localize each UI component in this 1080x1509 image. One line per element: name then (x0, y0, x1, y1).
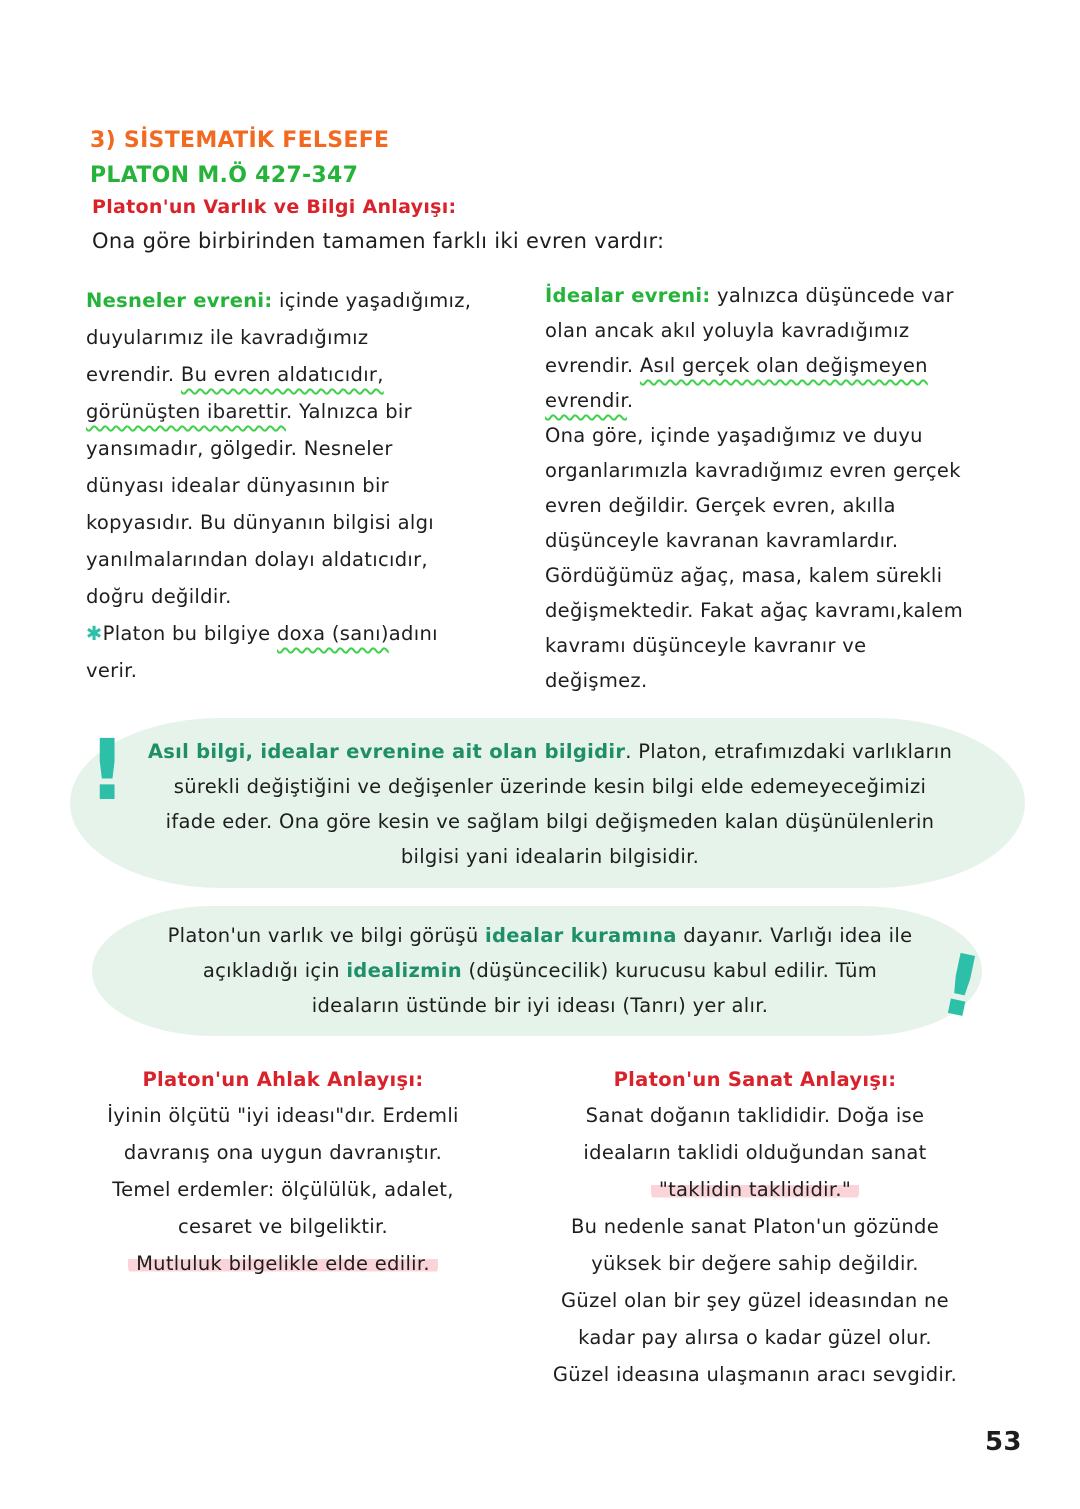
idealar-kurami-text (110, 918, 970, 1023)
sanat-line-2: ideaların taklidi olduğundan sanat (583, 1141, 927, 1164)
left-line-11: verir. (86, 659, 138, 682)
asil-bilgi-text (110, 734, 990, 874)
ahlak-line-1: İyinin ölçütü "iyi ideası"dır. Erdemli (107, 1104, 459, 1127)
right-line-4: evrendir. (545, 389, 634, 412)
ahlak-line-4: cesaret ve bilgeliktir. (177, 1215, 389, 1238)
callout-line-4: bilgisi yani idealarin bilgisidir. (400, 845, 700, 868)
philosopher-heading: PLATON M.Ö 427-347 (90, 163, 359, 188)
callout2-line-1: Platon'un varlık ve bilgi görüşü idealar kuramına dayanır. Varlığı idea ile (167, 924, 913, 947)
right-line-10: değişmektedir. Fakat ağaç kavramı,kalem (545, 599, 964, 622)
callout-line-2: sürekli değiştiğini ve değişenler üzerinde kesin bilgi elde edemeyeceğimizi (173, 775, 927, 798)
callout2-line-3: ideaların üstünde bir iyi ideası (Tanrı) yer alır. (311, 994, 769, 1017)
sanat-section (505, 1068, 1005, 1393)
right-line-3: evrendir. Asıl gerçek olan değişmeyen (545, 354, 928, 377)
idealar-evreni-column (545, 278, 1035, 698)
mutluluk-highlight: Mutluluk bilgelikle elde edilir. (128, 1252, 438, 1275)
right-line-1: İdealar evreni: yalnızca düşüncede var (545, 284, 954, 307)
idealizm-term: idealizmin (346, 959, 462, 982)
sanat-line-6: Güzel olan bir şey güzel ideasından ne (561, 1289, 949, 1312)
callout-line-1: Asıl bilgi, idealar evrenine ait olan bilgidir. Platon, etrafımızdaki varlıkların (147, 740, 953, 763)
underlined-phrase: evrendir (545, 389, 627, 412)
nesneler-evreni-column (86, 282, 506, 689)
left-line-9: doğru değildir. (86, 585, 232, 608)
exclamation-icon: ! (932, 934, 991, 1038)
ahlak-line-5 (78, 1245, 488, 1282)
left-line-10: ✱Platon bu bilgiye doxa (sanı)adını (86, 622, 438, 645)
intro-text: Ona göre birbirinden tamamen farklı iki evren vardır: (92, 229, 665, 253)
right-line-12: değişmez. (545, 669, 648, 692)
right-line-11: kavramı düşünceyle kavranır ve (545, 634, 867, 657)
left-line-2: duyularımız ile kavradığımız (86, 326, 369, 349)
sanat-line-1: Sanat doğanın taklididir. Doğa ise (585, 1104, 925, 1127)
left-line-7: kopyasıdır. Bu dünyanın bilgisi algı (86, 511, 434, 534)
idealar-kurami-term: idealar kuramına (485, 924, 677, 947)
star-icon: ✱ (86, 622, 103, 645)
asil-bilgi-term: Asıl bilgi, idealar evrenine ait olan bilgidir (147, 740, 626, 763)
left-line-4: görünüşten ibarettir. Yalnızca bir (86, 400, 412, 423)
right-line-9: Gördüğümüz ağaç, masa, kalem sürekli (545, 564, 943, 587)
page-number: 53 (985, 1427, 1022, 1457)
ahlak-line-2: davranış ona uygun davranıştır. (123, 1141, 443, 1164)
ahlak-line-3: Temel erdemler: ölçülülük, adalet, (112, 1178, 454, 1201)
right-line-8: düşünceyle kavranan kavramlardır. (545, 529, 899, 552)
ahlak-heading: Platon'un Ahlak Anlayışı: (142, 1068, 424, 1091)
sanat-line-4: Bu nedenle sanat Platon'un gözünde (570, 1215, 940, 1238)
ahlak-section (78, 1068, 488, 1282)
exclamation-icon: ! (88, 721, 127, 819)
right-line-6: organlarımızla kavradığımız evren gerçek (545, 459, 961, 482)
left-line-8: yanılmalarından dolayı aldatıcıdır, (86, 548, 428, 571)
callout-line-3: ifade eder. Ona göre kesin ve sağlam bilgi değişmeden kalan düşünülenlerin (165, 810, 935, 833)
callout2-line-2: açıkladığı için idealizmin (düşüncecilik) kurucusu kabul edilir. Tüm (202, 959, 878, 982)
nesneler-evreni-term: Nesneler evreni: (86, 289, 273, 312)
sanat-line-8: Güzel ideasına ulaşmanın aracı sevgidir. (552, 1363, 958, 1386)
left-line-3: evrendir. Bu evren aldatıcıdır, (86, 363, 384, 386)
sanat-heading: Platon'un Sanat Anlayışı: (613, 1068, 897, 1091)
underlined-phrase: görünüşten ibarettir (86, 400, 287, 423)
sanat-line-3 (505, 1171, 1005, 1208)
varlik-bilgi-heading: Platon'un Varlık ve Bilgi Anlayışı: (92, 196, 457, 218)
idealar-evreni-term: İdealar evreni: (545, 284, 711, 307)
underlined-phrase: Bu evren aldatıcıdır, (180, 363, 384, 386)
doxa-term: doxa (sanı) (276, 622, 389, 645)
left-line-6: dünyası idealar dünyasının bir (86, 474, 389, 497)
right-line-5: Ona göre, içinde yaşadığımız ve duyu (545, 424, 923, 447)
section-title: 3) SİSTEMATİK FELSEFE (90, 128, 390, 153)
sanat-line-7: kadar pay alırsa o kadar güzel olur. (578, 1326, 932, 1349)
right-line-2: olan ancak akıl yoluyla kavradığımız (545, 319, 910, 342)
right-line-7: evren değildir. Gerçek evren, akılla (545, 494, 896, 517)
taklidin-taklidi-highlight: "taklidin taklididir." (651, 1178, 859, 1201)
underlined-phrase: Asıl gerçek olan değişmeyen (639, 354, 928, 377)
sanat-line-5: yüksek bir değere sahip değildir. (591, 1252, 919, 1275)
left-line-5: yansımadır, gölgedir. Nesneler (86, 437, 393, 460)
left-line-1: Nesneler evreni: içinde yaşadığımız, (86, 289, 472, 312)
